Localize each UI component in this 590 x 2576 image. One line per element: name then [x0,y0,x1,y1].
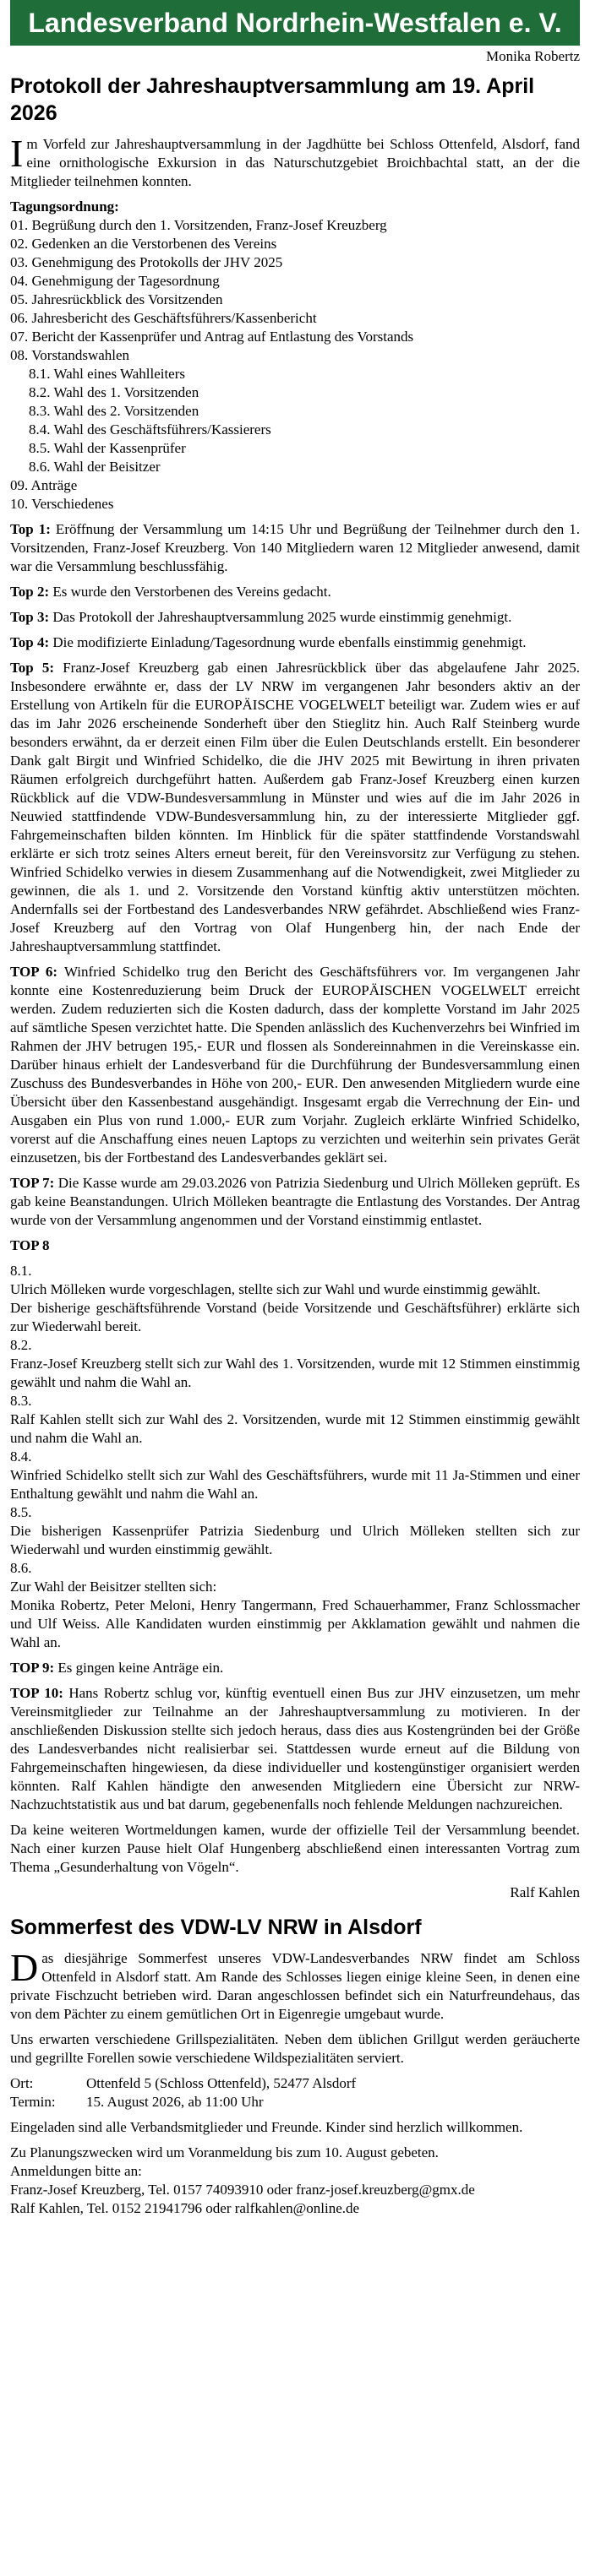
top-label: TOP 7: [10,1175,55,1191]
contact-kreuzberg: Franz-Josef Kreuzberg, Tel. 0157 74093910 oder franz-josef.kreuzberg@gmx.de [10,2182,475,2198]
top8-heading [10,1236,580,1255]
agenda-item: 02. Gedenken an die Verstorbenen des Vereins [10,236,277,252]
top8-container [10,1262,580,1659]
top8-item-text: Zur Wahl der Beisitzer stellten sich: [10,1579,217,1595]
top-paragraph [10,963,580,1167]
top-paragraph [10,633,580,652]
agenda-item: 8.4. Wahl des Geschäftsführers/Kassierers [29,421,271,437]
agenda-heading: Tagungsordnung: [10,198,119,215]
top-label: Top 4: [10,634,50,650]
top-paragraph [10,608,580,627]
agenda-item: 05. Jahresrückblick des Vorsitzenden [10,291,223,307]
summer-title: Sommerfest des VDW-LV NRW in Alsdorf [10,1916,422,1939]
top-text: Eröffnung der Versammlung um 14:15 Uhr und Begrüßung der Teilnehmer durch den 1. Vorsitzenden, Franz-Josef Kreuzberg. Von 140 Mitgliedern waren 12 Mitglieder anwesend, damit war die Versammlung beschlussfähig. [10,521,580,574]
protocol-intro: Im Vorfeld zur Jahreshauptversammlung in der Jagdhütte bei Schloss Ottenfeld, Alsdorf, fand eine ornithologische Exkursion in das Naturschutzgebiet Broichbachtal statt, an der die Mitglieder teilnehmen konnten. [10,132,580,189]
top-text: Das Protokoll der Jahreshauptversammlung 2025 wurde einstimmig genehmigt. [49,609,512,625]
agenda-item: 03. Genehmigung des Protokolls der JHV 2025 [10,254,283,270]
agenda-item: 09. Anträge [10,477,78,493]
top9-text: Es gingen keine Anträge ein. [54,1660,224,1676]
event-date-row [10,2093,580,2111]
agenda-item: 8.1. Wahl eines Wahlleiters [29,366,186,382]
top-paragraph [10,1174,580,1230]
summer-intro: Das diesjährige Sommerfest unseres VDW-Landesverbandes NRW findet am Schloss Ottenfeld in Alsdorf statt. Am Rande des Schlosses liegen einige kleine Seen, in denen eine private Fischzucht betrieben wird. Daran angeschlossen befindet sich ein Naturfreundehaus, das von dem Pächter zu einem gemütlichen Ort in Eigenregie umgebaut wurde. [10,1946,580,2022]
top8-item-text: Die bisherigen Kassenprüfer Patrizia Siedenburg und Ulrich Mölleken stellten sich zur Wiederwahl und wurden einstimmig gewählt. [10,1523,580,1557]
top10-paragraph [10,1684,580,1814]
event-date-value: 15. August 2026, ab 11:00 Uhr [86,2094,264,2110]
top-text: Franz-Josef Kreuzberg gab einen Jahresrückblick über das abgelaufene Jahr 2025. Insbesondere erwähnte er, dass der LV NRW im vergangenen Jahr besonders aktiv an der Erstellung von Artikeln für die EUROPÄISCHE VOGELWELT beteiligt war. Zudem wies er auf das im Jahr 2026 erscheinende Sonderheft über den Stieglitz hin. Auch Ralf Steinberg wurde besonders erwähnt, da er derzeit einen Film über die Eulen Deutschlands erstellt. Ein besonderer Dank galt Birgit und Winfried Schidelko, die die JHV 2025 mit Bewirtung in ihren privaten Räumen erfolgreich durchgeführt hatten. Außerdem gab Franz-Josef Kreuzberg einen kurzen Rückblick auf die VDW-Bundesversammlung in Münster und wies auf die im Jahr 2026 in Neuwied stattfindende VDW-Bundesversammlung hin, zu der interessierte Mitglieder ggf. Fahrgemeinschaften bilden könnten. Im Hinblick für die später stattfindende Vorstandswahl erklärte er sich trotz seines Alters erneut bereit, für den Vereinsvorsitz zur Verfügung zu stehen. Winfried Schidelko verwies in diesem Zusammenhang auf die Notwendigkeit, zwei Mitglieder zu gewinnen, die als 1. und 2. Vorsitzende den Vorstand künftig aktiv unterstützen möchten. Andernfalls sei der Fortbestand des Landesverbandes NRW gefährdet. Abschließend wies Franz-Josef Kreuzberg auf den Vortrag von Olaf Hungenberg hin, der nach Ende der Jahreshauptversammlung stattfindet. [10,660,580,954]
event-place-row [10,2074,580,2093]
event-place-label: Ort: [10,2075,34,2091]
association-banner: Landesverband Nordrhein-Westfalen e. V. [10,0,580,46]
top-label: Top 5: [10,660,55,676]
top9-label: TOP 9: [10,1660,55,1676]
protocol-signature: Ralf Kahlen [510,1884,580,1900]
event-date-label: Termin: [10,2094,56,2110]
top-label: Top 2: [10,584,50,600]
top8-label: TOP 8 [10,1237,50,1253]
agenda-item: 04. Genehmigung der Tagesordnung [10,273,220,289]
agenda-item: 8.6. Wahl der Beisitzer [29,459,161,475]
top-label: Top 1: [10,521,51,537]
top10-label: TOP 10: [10,1685,63,1701]
top8-item-text: Der bisherige geschäftsführende Vorstand (beide Vorsitzende und Geschäftsführer) erklärte sich zur Wiederwahl bereit. [10,1300,580,1334]
top-text: Die modifizierte Einladung/Tagesordnung wurde ebenfalls einstimmig genehmigt. [49,634,527,650]
top8-item-number: 8.2. [10,1337,32,1353]
summer-registration: Zu Planungszwecken wird um Voranmeldung bis zum 10. August gebeten. [10,2144,439,2160]
top-text: Es wurde den Verstorbenen des Vereins gedacht. [49,584,331,600]
agenda-item: 10. Verschiedenes [10,496,114,512]
event-details [10,2074,580,2111]
top-paragraph [10,583,580,601]
top-paragraph [10,520,580,576]
event-place-value: Ottenfeld 5 (Schloss Ottenfeld), 52477 Alsdorf [86,2075,357,2091]
protocol-closing: Da keine weiteren Wortmeldungen kamen, wurde der offizielle Teil der Versammlung beendet. Nach einer kurzen Pause hielt Olaf Hungenberg abschließend einen interessanten Vortrag zum Thema „Gesunderhaltung von Vögeln“. [10,1822,580,1875]
contact-kahlen: Ralf Kahlen, Tel. 0152 21941796 oder ralfkahlen@online.de [10,2200,360,2216]
agenda-item: 8.3. Wahl des 2. Vorsitzenden [29,403,199,419]
agenda-item: 08. Vorstandswahlen [10,347,130,363]
top8-item-text: Franz-Josef Kreuzberg stellt sich zur Wahl des 1. Vorsitzenden, wurde mit 12 Stimmen einstimmig gewählt und nahm die Wahl an. [10,1356,580,1390]
agenda-list [10,216,580,514]
protocol-title: Protokoll der Jahreshauptversammlung am 19. April 2026 [10,74,535,125]
top8-item-number: 8.3. [10,1393,32,1409]
agenda-item: 8.2. Wahl des 1. Vorsitzenden [29,384,199,400]
top8-item-number: 8.4. [10,1448,32,1465]
top-paragraph [10,659,580,956]
agenda-item: 07. Bericht der Kassenprüfer und Antrag auf Entlastung des Vorstands [10,329,414,345]
agenda-item: 06. Jahresbericht des Geschäftsführers/Kassenbericht [10,310,317,326]
tops-container [10,520,580,1230]
registration-heading: Anmeldungen bitte an: [10,2163,142,2179]
agenda-item: 8.5. Wahl der Kassenprüfer [29,440,186,456]
summer-invite: Eingeladen sind alle Verbandsmitglieder und Freunde. Kinder sind herzlich willkommen. [10,2119,523,2135]
summer-food: Uns erwarten verschiedene Grillspezialitäten. Neben dem üblichen Grillgut werden geräucherte und gegrillte Forellen sowie verschiedene Wildspezialitäten serviert. [10,2031,580,2066]
top8-item-text: Winfried Schidelko stellt sich zur Wahl des Geschäftsführers, wurde mit 11 Ja-Stimmen und einer Enthaltung gewählt und nahm die Wahl an. [10,1467,580,1502]
top8-item-number: 8.5. [10,1504,32,1520]
top10-text: Hans Robertz schlug vor, künftig eventuell einen Bus zur JHV einzusetzen, um mehr Vereinsmitglieder zur Teilnahme an der Jahreshauptversammlung zu motivieren. In der anschließenden Diskussion stellte sich jedoch heraus, dass dies aus Kostengründen bei der Größe des Landesverbandes nicht realisierbar sei. Stattdessen wurde erneut auf die Bildung von Fahrgemeinschaften hingewiesen, da diese individueller und kostengünstiger organisiert werden könnten. Ralf Kahlen händigte den anwesenden Mitgliedern eine Übersicht zur NRW-Nachzuchtstatistik aus und bat darum, gegebenenfalls noch fehlende Meldungen nachzureichen. [10,1685,580,1812]
top-text: Die Kasse wurde am 29.03.2026 von Patrizia Siedenburg und Ulrich Mölleken geprüft. Es gab keine Beanstandungen. Ulrich Mölleken beantragte die Entlastung des Vorstandes. Der Antrag wurde von der Versammlung angenommen und der Vorstand einstimmig entlastet. [10,1175,580,1228]
top-text: Winfried Schidelko trug den Bericht des Geschäftsführers vor. Im vergangenen Jahr konnte eine Kostenreduzierung beim Druck der EUROPÄISCHEN VOGELWELT erreicht werden. Zudem reduzierten sich die Kosten dadurch, dass der komplette Vorstand im Jahr 2025 auf sämtliche Spesen verzichtet hatte. Die Spenden anlässlich des Kuchenverzehrs bei Winfried im Rahmen der JHV betrugen 195,- EUR und flossen als Sondereinnahmen in die Vereinskasse ein. Darüber hinaus erhielt der Landesverband für die Durchführung der Bundesversammlung einen Zuschuss des Bundesverbandes in Höhe von 200,- EUR. Den anwesenden Mitgliedern wurde eine Übersicht über den Kassenbestand ausgehändigt. Insgesamt ergab die Verrechnung der Ein- und Ausgaben ein Plus von rund 1.000,- EUR zum Vorjahr. Zugleich erklärte Winfried Schidelko, vorerst auf die Anschaffung eines neuen Laptops zu verzichten und weiterhin sein privates Gerät einzusetzen, bis der Fortbestand des Landesverbandes geklärt sei. [10,964,580,1166]
top9-paragraph [10,1659,580,1677]
top-label: Top 3: [10,609,50,625]
top-label: TOP 6: [10,964,58,980]
top8-item-number: 8.6. [10,1560,32,1576]
top8-item-number: 8.1. [10,1263,32,1279]
agenda-item: 01. Begrüßung durch den 1. Vorsitzenden, Franz-Josef Kreuzberg [10,217,387,233]
top8-item-text: Ulrich Mölleken wurde vorgeschlagen, stellte sich zur Wahl und wurde einstimmig gewählt. [10,1281,541,1297]
top8-item-text: Ralf Kahlen stellt sich zur Wahl des 2. Vorsitzenden, wurde mit 12 Stimmen einstimmig gewählt und nahm die Wahl an. [10,1411,580,1446]
author-name: Monika Robertz [486,48,580,64]
top8-item-text: Monika Robertz, Peter Meloni, Henry Tangermann, Fred Schauerhammer, Franz Schlossmacher und Ulf Weiss. Alle Kandidaten wurden einstimmig per Akklamation gewählt und nahmen die Wahl an. [10,1597,580,1650]
